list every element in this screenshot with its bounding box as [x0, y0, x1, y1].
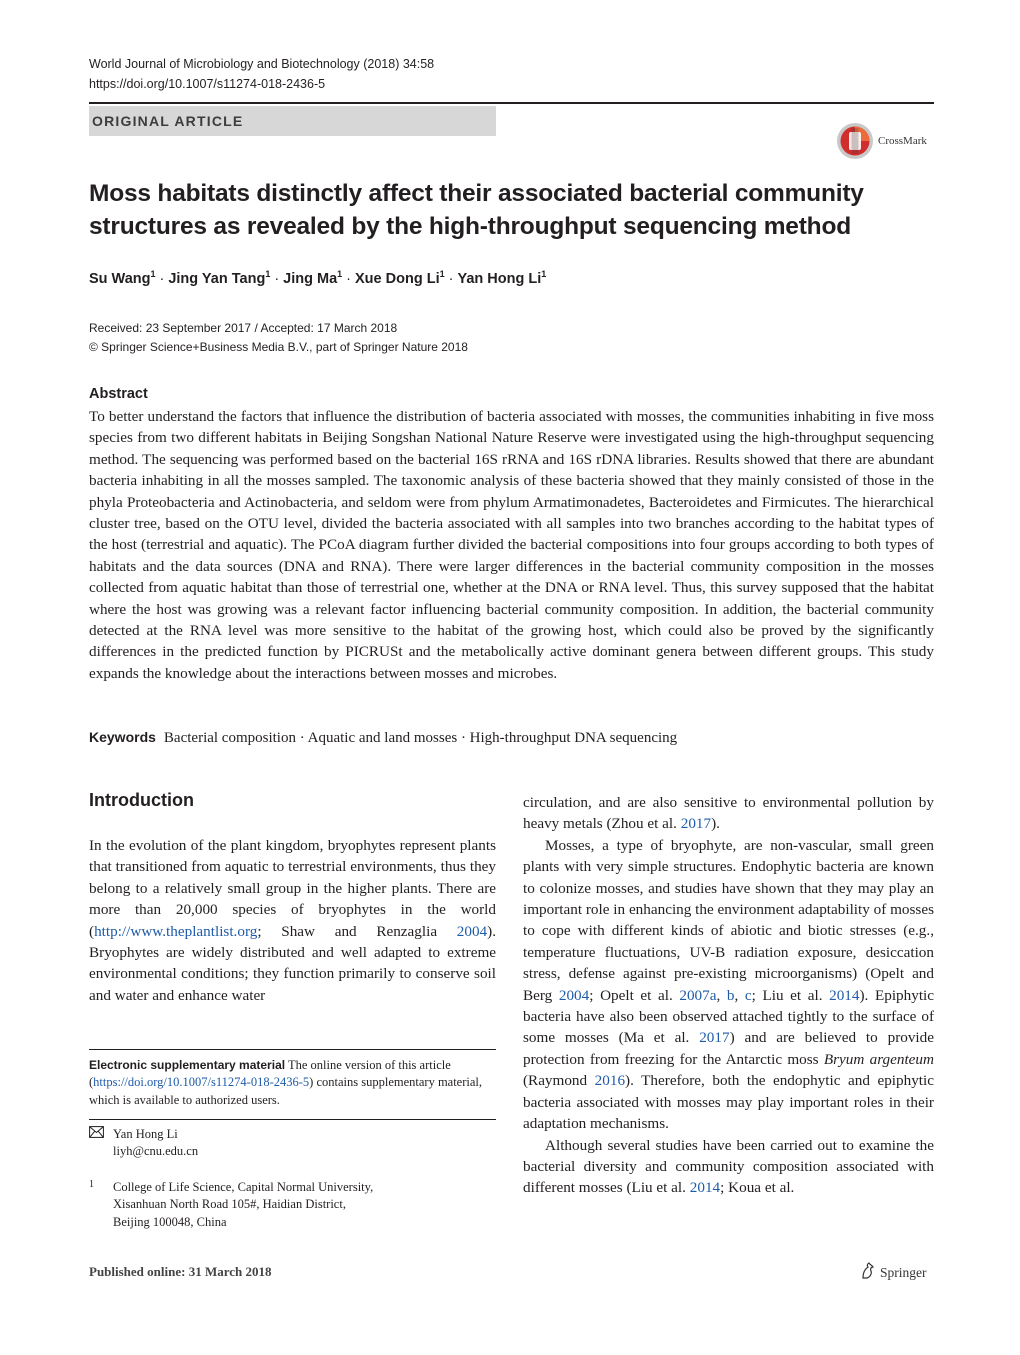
- author[interactable]: Yan Hong Li$^1$: [457, 269, 547, 287]
- journal-name: World Journal of Microbiology and Biotechnology (2018) 34:58: [89, 57, 435, 71]
- citation-link[interactable]: c: [744, 986, 752, 1004]
- received-accepted: Received: 23 September 2017 / Accepted: 17 March 2018: [89, 321, 398, 335]
- springer-horse-icon: [860, 1262, 876, 1280]
- publisher-logo: [860, 1262, 927, 1281]
- author[interactable]: Xue Dong Li$^1$: [355, 269, 445, 287]
- left-column-text: [89, 835, 496, 1006]
- affiliation: 1 College of Life Science, Capital Normal University, Xisanhuan North Road 105#, Haidian District, Beijing 100048, China: [89, 1179, 496, 1231]
- paragraph: Although several studies have been carried out to examine the bacterial diversity and community composition associated with different mosses (Liu et al. 2014; Koua et al.: [523, 1136, 934, 1197]
- journal-citation: [89, 54, 434, 94]
- keywords-label: Keywords: [89, 729, 156, 745]
- esm-doi-link[interactable]: https://doi.org/10.1007/s11274-018-2436-5: [93, 1075, 310, 1090]
- supplementary-material-note: Electronic supplementary material The online version of this article (https://doi.org/10.1007/s11274-018-2436-5) contains supplementary material, which is available to authorized users.: [89, 1058, 483, 1107]
- article-dates: [89, 319, 468, 357]
- crossmark-badge[interactable]: [836, 122, 946, 164]
- corresponding-author: [89, 1126, 496, 1161]
- footnote-rule: [89, 1119, 496, 1120]
- author[interactable]: Jing Ma$^1$: [283, 269, 343, 287]
- footnote-rule: [89, 1049, 496, 1050]
- abstract-text: To better understand the factors that influence the distribution of bacteria associated with mosses, the communities inhabiting in five moss species from two different habitats in Beijing Songshan National Nature Reserve were investigated using the high-throughput sequencing method. The sequencing was performed based on the bacterial 16S rRNA and 16S rDNA libraries. Results showed that there are abundant bacteria inhabiting in all the mosses sampled. The taxonomic analysis of these bacteria showed that they mainly consisted of those in the phyla Proteobacteria and Actinobacteria, and seldom were from phylum Armatimonadetes, Bacteroidetes and Firmicutes. The hierarchical cluster tree, based on the OTU level, divided the bacteria associated with all samples into two branches according to the habitat types of the host (terrestrial and aquatic). The PCoA diagram further divided the bacterial compositions into four groups according to both types of habitats and the data sources (DNA and RNA). There were larger differences in the bacterial community composition in the mosses collected from aquatic habitat than those of terrestrial one, whether at the DNA or RNA level. Thus, this survey supposed that the habitat where the host was growing was a relevant factor influencing bacterial community composition. In addition, the bacterial community detected at the RNA level was more sensitive to the habitat of the growing host, which could also be proved by the significantly differences in the predicted function by PICRUSt and the metabolically active dominant genera between different groups. This study expands the knowledge about the interactions between mosses and microbes.: [89, 408, 934, 682]
- doi-link[interactable]: https://doi.org/10.1007/s11274-018-2436-5: [89, 77, 326, 91]
- citation-link[interactable]: b: [726, 986, 735, 1004]
- header-rule: [89, 102, 934, 104]
- abstract-heading: Abstract: [89, 386, 148, 402]
- citation-link[interactable]: 2017: [680, 815, 712, 833]
- section-heading-introduction: Introduction: [89, 790, 194, 810]
- paragraph: In the evolution of the plant kingdom, bryophytes represent plants that transitioned from aquatic to terrestrial environments, thus they belong to a relatively small group in the higher plants. There are more than 20,000 species of bryophytes in the world (http://www.theplantlist.org; Shaw and Renzaglia 2004). Bryophytes are widely distributed and well adapted to extreme environmental conditions; they function primarily to conserve soil and water and enhance water: [89, 837, 496, 1004]
- citation-link[interactable]: 2007a: [679, 986, 717, 1004]
- copyright: © Springer Science+Business Media B.V., part of Springer Nature 2018: [89, 340, 468, 354]
- corresponding-author-email[interactable]: liyh@cnu.edu.cn: [113, 1144, 199, 1159]
- citation-link[interactable]: 2016: [594, 1072, 626, 1090]
- paragraph: Mosses, a type of bryophyte, are non-vascular, small green plants with very simple structures. Endophytic bacteria are known to colonize mosses, and studies have shown that they may play an important role in enhancing the environment adaptability of mosses to cope with different kinds of abiotic and biotic stresses (e.g., temperature fluctuations, UV-B radiation exposure, desiccation stress, defense against pre-existing microorganisms) (Opelt and Berg 2004; Opelt et al. 2007a, b, c; Liu et al. 2014). Epiphytic bacteria have also been observed attached tightly to the surface of some mosses (Ma et al. 2017) and are believed to provide protection from freezing for the Antarctic moss Bryum argenteum (Raymond 2016). Therefore, both the endophytic and epiphytic bacteria associated with mosses may play important roles in their adaptation mechanisms.: [523, 836, 934, 1133]
- author[interactable]: Jing Yan Tang$^1$: [168, 269, 271, 287]
- published-online-date: Published online: 31 March 2018: [89, 1264, 272, 1279]
- species-name: Bryum argenteum: [823, 1050, 934, 1068]
- keywords-text: Bacterial composition · Aquatic and land mosses · High-throughput DNA sequencing: [163, 730, 678, 746]
- article-title: Moss habitats distinctly affect their associated bacterial community structures as revealed by the high-throughput sequencing method: [89, 180, 864, 240]
- envelope-icon: [89, 1126, 104, 1143]
- keywords: [89, 729, 677, 747]
- right-column-text: [523, 792, 934, 1199]
- crossmark-icon: [836, 122, 874, 160]
- citation-link[interactable]: 2004: [456, 922, 488, 940]
- corresponding-author-name: Yan Hong Li: [113, 1127, 178, 1141]
- citation-link[interactable]: 2004: [558, 986, 590, 1004]
- citation-link[interactable]: 2014: [829, 986, 860, 1004]
- affiliation-marker: 1: [89, 1179, 94, 1190]
- article-type-banner: ORIGINAL ARTICLE: [89, 106, 496, 136]
- author[interactable]: Su Wang$^1$: [89, 269, 156, 287]
- citation-link[interactable]: 2014: [689, 1179, 721, 1197]
- plantlist-link[interactable]: http://www.theplantlist.org: [94, 922, 258, 940]
- publisher-name: Springer: [880, 1265, 927, 1280]
- paragraph: circulation, and are also sensitive to environmental pollution by heavy metals (Zhou et al. 2017).: [523, 794, 934, 833]
- crossmark-label: CrossMark: [878, 135, 927, 147]
- author-list: Su Wang$^1$ · Jing Yan Tang$^1$ · Jing $Ma^1$ · Xue Dong $Li^1$ · Yan Hong Li$^1$: [89, 269, 547, 287]
- citation-link[interactable]: 2017: [699, 1029, 730, 1047]
